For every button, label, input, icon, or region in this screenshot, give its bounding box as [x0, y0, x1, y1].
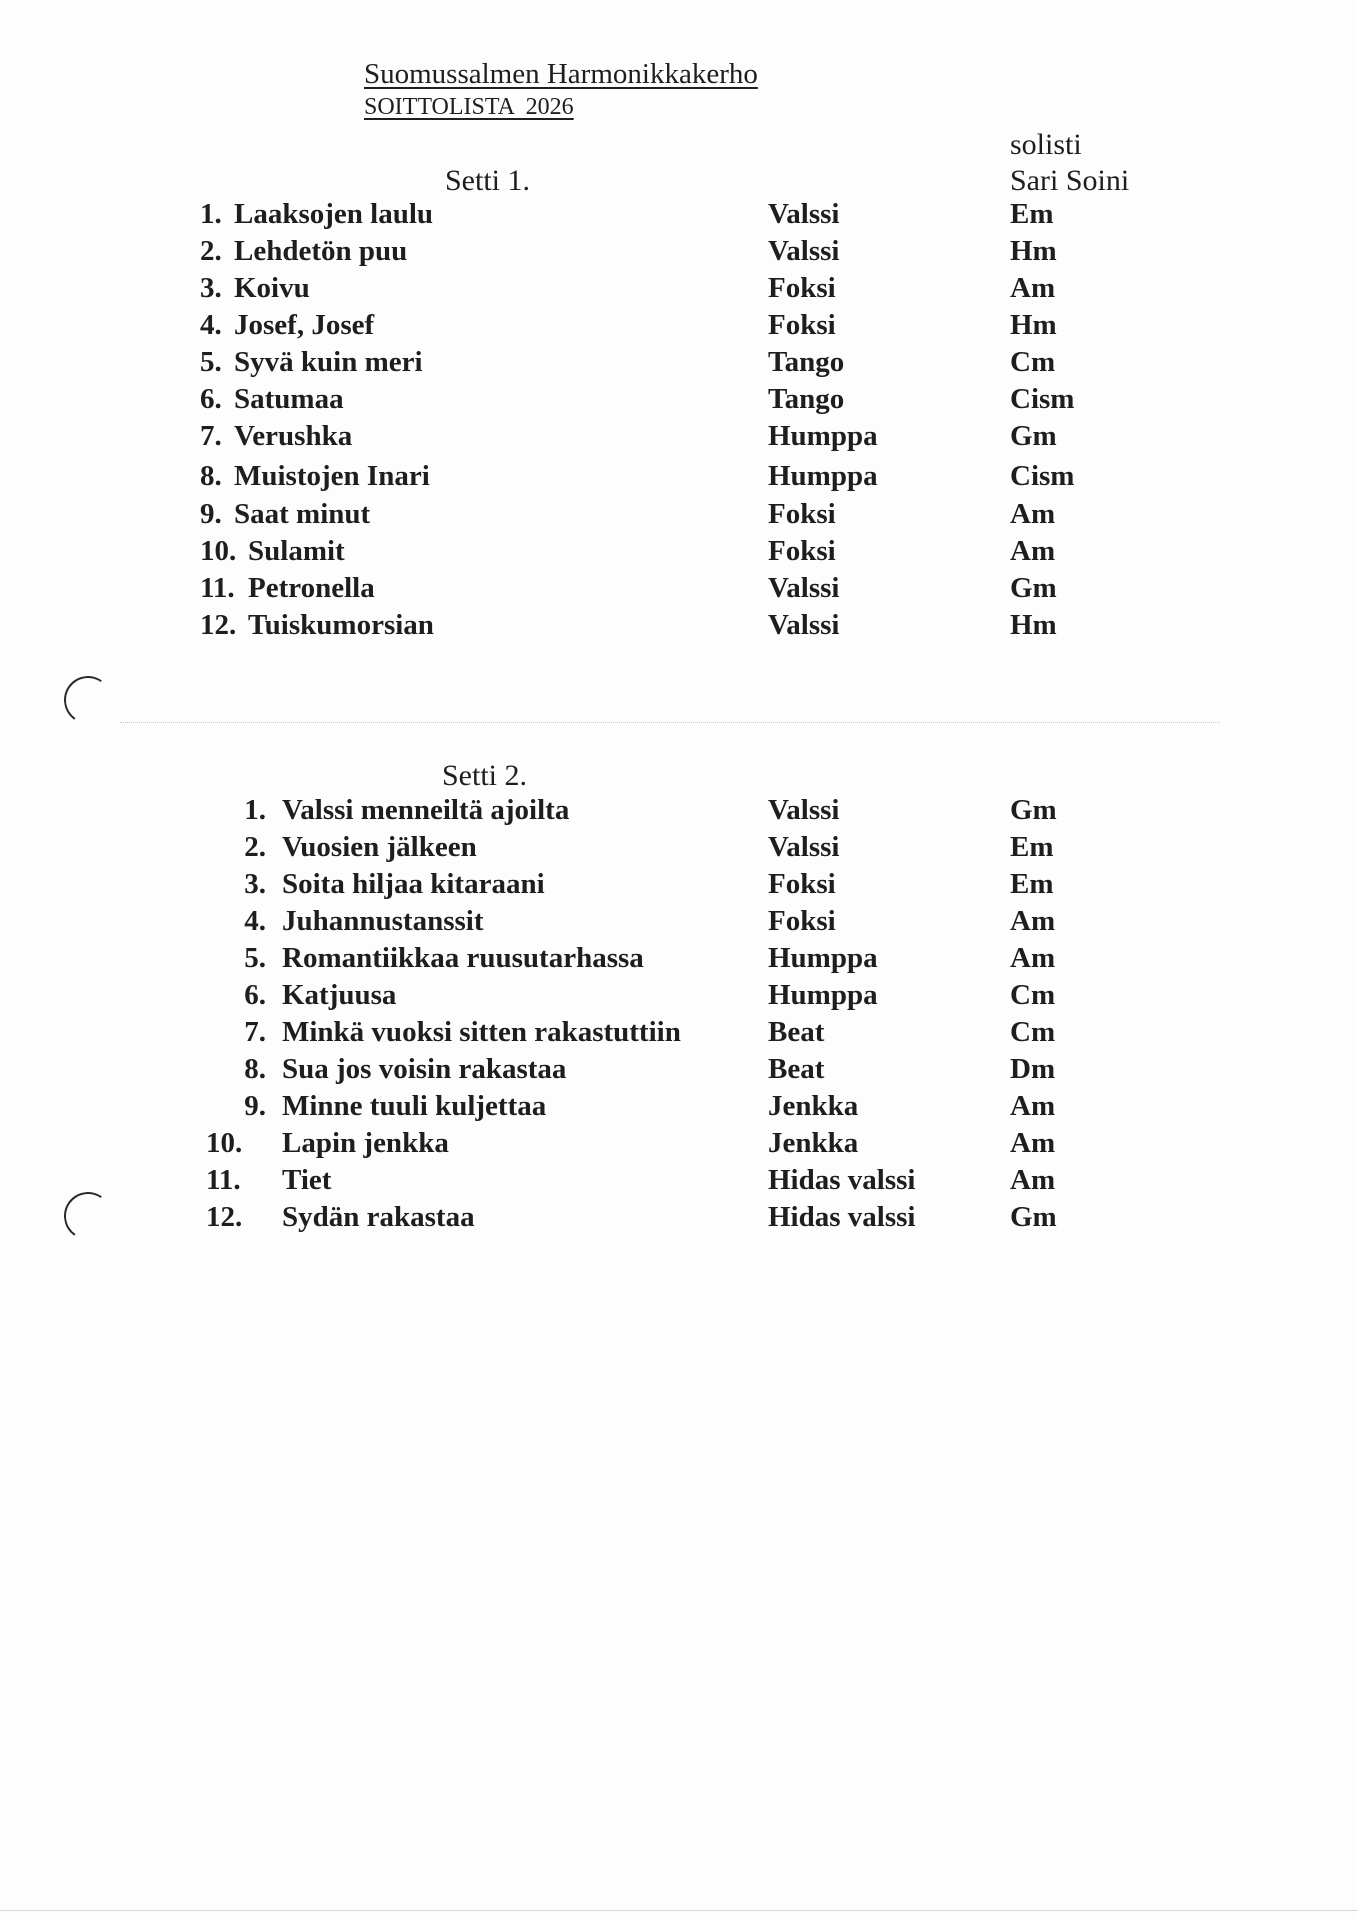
song-key: Hm [1010, 609, 1057, 641]
song-dance: Hidas valssi [768, 1164, 916, 1196]
song-row [0, 346, 1358, 383]
punch-hole-mark [60, 672, 116, 728]
song-title: Satumaa [234, 383, 344, 415]
song-row [0, 420, 1358, 457]
song-title: Sydän rakastaa [282, 1201, 475, 1233]
song-row [0, 905, 1358, 942]
song-row [0, 1201, 1358, 1238]
song-number: 11. [200, 572, 235, 604]
song-dance: Foksi [768, 272, 836, 304]
song-key: Cm [1010, 979, 1056, 1011]
song-number: 5. [200, 346, 222, 378]
song-title: Koivu [234, 272, 310, 304]
song-key: Gm [1010, 420, 1057, 452]
song-key: Em [1010, 198, 1054, 230]
song-title: Muistojen Inari [234, 460, 430, 492]
song-dance: Beat [768, 1016, 825, 1048]
song-dance: Tango [768, 346, 845, 378]
song-number: 5. [244, 942, 266, 974]
song-dance: Tango [768, 383, 845, 415]
song-row [0, 609, 1358, 646]
song-key: Cm [1010, 346, 1056, 378]
song-number: 1. [244, 794, 266, 826]
song-key: Gm [1010, 1201, 1057, 1233]
song-row [0, 498, 1358, 535]
song-row [0, 831, 1358, 868]
song-key: Am [1010, 498, 1056, 530]
song-key: Gm [1010, 794, 1057, 826]
song-number: 8. [244, 1053, 266, 1085]
soloist-name: Sari Soini [1010, 164, 1130, 197]
song-number: 4. [244, 905, 266, 937]
song-title: Romantiikkaa ruusutarhassa [282, 942, 644, 974]
song-dance: Valssi [768, 831, 840, 863]
song-key: Am [1010, 1164, 1056, 1196]
song-number: 9. [200, 498, 222, 530]
set-1-heading: Setti 1. [445, 164, 531, 197]
song-title: Sulamit [248, 535, 345, 567]
song-key: Em [1010, 831, 1054, 863]
song-title: Verushka [234, 420, 353, 452]
song-number: 2. [200, 235, 222, 267]
song-dance: Jenkka [768, 1127, 859, 1159]
song-title: Josef, Josef [234, 309, 375, 341]
song-row [0, 535, 1358, 572]
song-row [0, 235, 1358, 272]
document-title: Suomussalmen Harmonikkakerho [364, 58, 758, 90]
song-number: 8. [200, 460, 222, 492]
song-key: Hm [1010, 309, 1057, 341]
song-dance: Foksi [768, 498, 836, 530]
song-dance: Beat [768, 1053, 825, 1085]
song-row [0, 198, 1358, 235]
song-number: 2. [244, 831, 266, 863]
song-number: 1. [200, 198, 222, 230]
song-key: Am [1010, 942, 1056, 974]
section-divider [120, 722, 1220, 723]
song-title: Juhannustanssit [282, 905, 484, 937]
song-dance: Humppa [768, 979, 878, 1011]
soloist-heading: solisti [1010, 128, 1082, 161]
song-key: Em [1010, 868, 1054, 900]
song-number: 6. [244, 979, 266, 1011]
song-dance: Foksi [768, 868, 836, 900]
song-row [0, 1164, 1358, 1201]
song-key: Gm [1010, 572, 1057, 604]
song-dance: Foksi [768, 905, 836, 937]
song-key: Am [1010, 272, 1056, 304]
song-title: Syvä kuin meri [234, 346, 423, 378]
song-title: Valssi menneiltä ajoilta [282, 794, 570, 826]
song-row [0, 1090, 1358, 1127]
song-row [0, 1127, 1358, 1164]
song-row [0, 1053, 1358, 1090]
scan-edge-line [0, 1910, 1358, 1911]
set-2-heading: Setti 2. [442, 759, 528, 792]
song-number: 11. [206, 1164, 241, 1196]
song-key: Am [1010, 1127, 1056, 1159]
song-title: Lehdetön puu [234, 235, 408, 267]
song-key: Cism [1010, 383, 1075, 415]
song-number: 4. [200, 309, 222, 341]
song-row [0, 979, 1358, 1016]
song-dance: Valssi [768, 235, 840, 267]
song-row [0, 942, 1358, 979]
song-number: 12. [200, 609, 237, 641]
song-number: 3. [244, 868, 266, 900]
song-key: Dm [1010, 1053, 1056, 1085]
document-subtitle: SOITTOLISTA 2026 [364, 94, 574, 120]
song-title: Lapin jenkka [282, 1127, 449, 1159]
song-row [0, 460, 1358, 497]
song-title: Minne tuuli kuljettaa [282, 1090, 547, 1122]
song-key: Am [1010, 535, 1056, 567]
song-number: 7. [244, 1016, 266, 1048]
song-dance: Hidas valssi [768, 1201, 916, 1233]
song-row [0, 1016, 1358, 1053]
song-dance: Humppa [768, 942, 878, 974]
song-dance: Valssi [768, 198, 840, 230]
song-key: Cism [1010, 460, 1075, 492]
song-row [0, 868, 1358, 905]
song-title: Tuiskumorsian [248, 609, 434, 641]
song-title: Sua jos voisin rakastaa [282, 1053, 567, 1085]
song-row [0, 309, 1358, 346]
song-number: 6. [200, 383, 222, 415]
song-title: Laaksojen laulu [234, 198, 434, 230]
song-title: Soita hiljaa kitaraani [282, 868, 545, 900]
song-number: 12. [206, 1201, 243, 1233]
song-key: Am [1010, 1090, 1056, 1122]
song-row [0, 272, 1358, 309]
song-title: Saat minut [234, 498, 371, 530]
song-dance: Humppa [768, 420, 878, 452]
song-number: 10. [206, 1127, 243, 1159]
song-title: Vuosien jälkeen [282, 831, 477, 863]
song-dance: Valssi [768, 609, 840, 641]
song-row [0, 794, 1358, 831]
song-title: Tiet [282, 1164, 332, 1196]
song-row [0, 383, 1358, 420]
song-key: Cm [1010, 1016, 1056, 1048]
song-dance: Humppa [768, 460, 878, 492]
song-title: Katjuusa [282, 979, 397, 1011]
song-dance: Foksi [768, 309, 836, 341]
song-title: Minkä vuoksi sitten rakastuttiin [282, 1016, 681, 1048]
song-number: 3. [200, 272, 222, 304]
song-number: 9. [244, 1090, 266, 1122]
song-key: Am [1010, 905, 1056, 937]
song-dance: Jenkka [768, 1090, 859, 1122]
song-dance: Valssi [768, 794, 840, 826]
song-key: Hm [1010, 235, 1057, 267]
song-title: Petronella [248, 572, 375, 604]
song-number: 10. [200, 535, 237, 567]
song-row [0, 572, 1358, 609]
song-dance: Valssi [768, 572, 840, 604]
song-number: 7. [200, 420, 222, 452]
song-dance: Foksi [768, 535, 836, 567]
